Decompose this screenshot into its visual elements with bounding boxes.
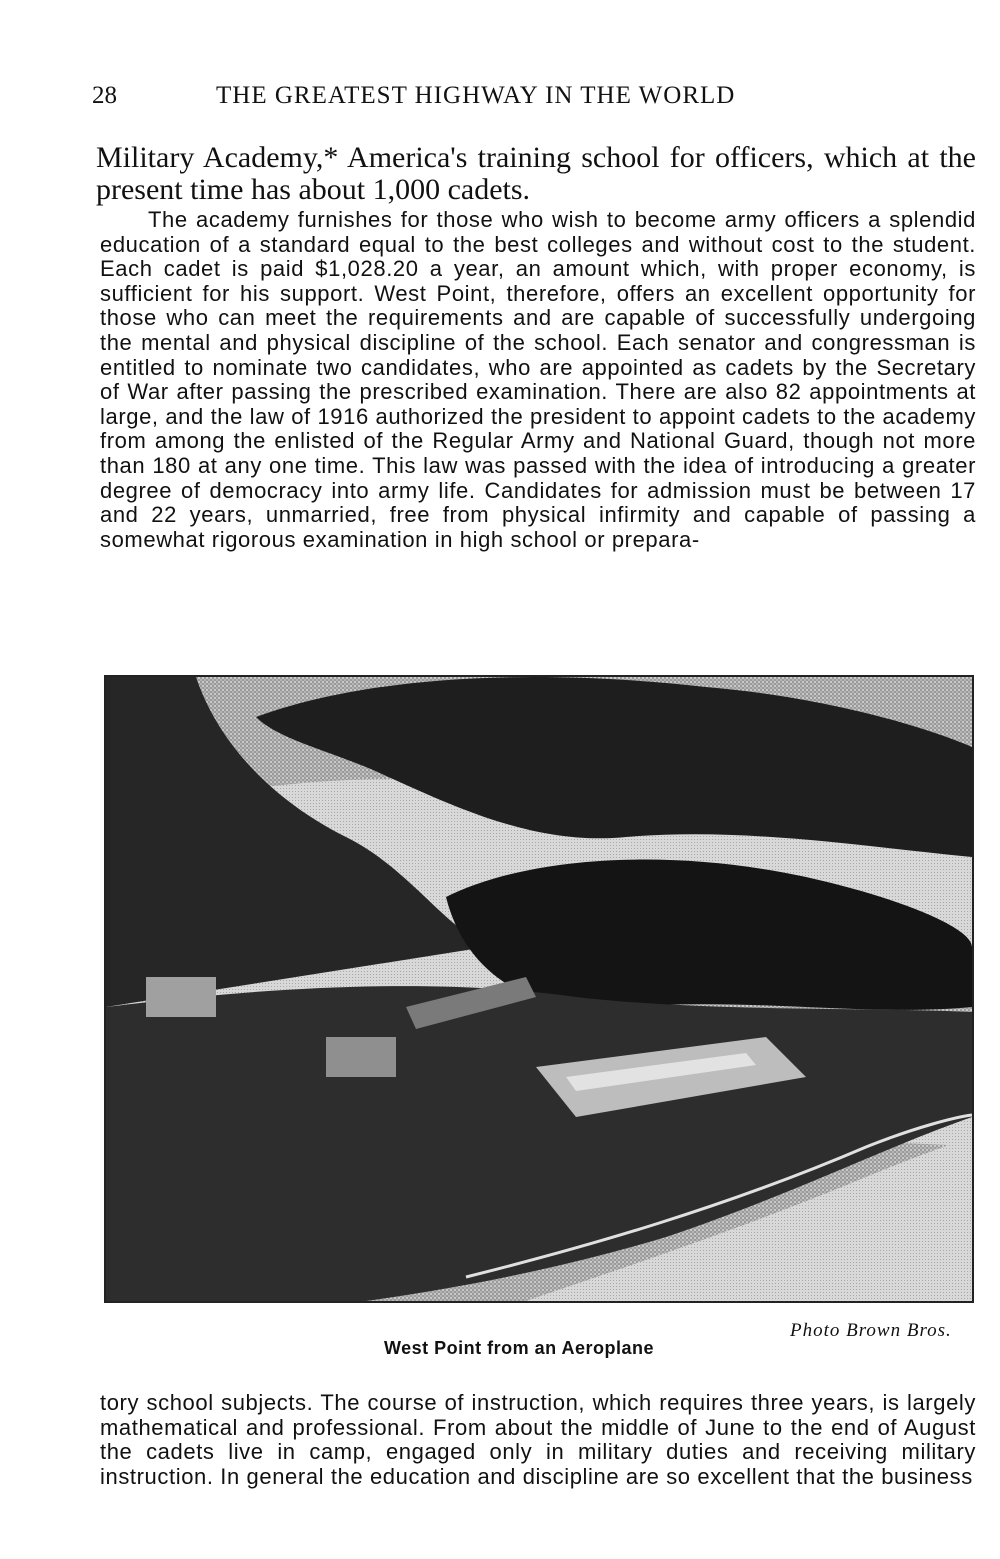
header-title: THE GREATEST HIGHWAY IN THE WORLD (216, 82, 736, 109)
photo-caption: West Point from an Aeroplane (384, 1338, 655, 1358)
west-point-aerial-photo (104, 675, 974, 1303)
page-number: 28 (92, 82, 117, 109)
lead-text: Military Academy,* America's training school for officers, which at the present time has about 1,000 cadets. (96, 141, 976, 206)
paragraph-course: tory school subjects. The course of instruction, which requires three years, is largely mathematical and professional. From about the middle of June to the end of August the cadets live in camp, engaged only in military duties and receiving military instruction. In general the education and discipline are so excellent that the business (100, 1390, 976, 1489)
photo-credit: Photo Brown Bros. (790, 1320, 952, 1341)
running-head (92, 82, 852, 116)
paragraph-academy: The academy furnishes for those who wish to become army officers a splendid education of a standard equal to the best colleges and without cost to the student. Each cadet is paid $1,028.20 a year, an amount which, with proper economy, is sufficient for his support. West Point, therefore, offers an excellent opportunity for those who can meet the requirements and are capable of successfully undergoing the mental and physical discipline of the school. Each senator and congressman is entitled to nominate two candidates, who are appointed as cadets by the Secretary of War after passing the prescribed examination. There are also 82 appointments at large, and the law of 1916 authorized the president to appoint cadets to the academy from among the enlisted of the Regular Army and National Guard, though not more than 180 at any one time. This law was passed with the idea of introducing a greater degree of democracy into army life. Candidates for admission must be between 17 and 22 years, unmarried, free from physical infirmity and capable of passing a somewhat rigorous examination in high school or prepara- (100, 207, 976, 552)
aerial-photo-illustration (106, 677, 972, 1301)
